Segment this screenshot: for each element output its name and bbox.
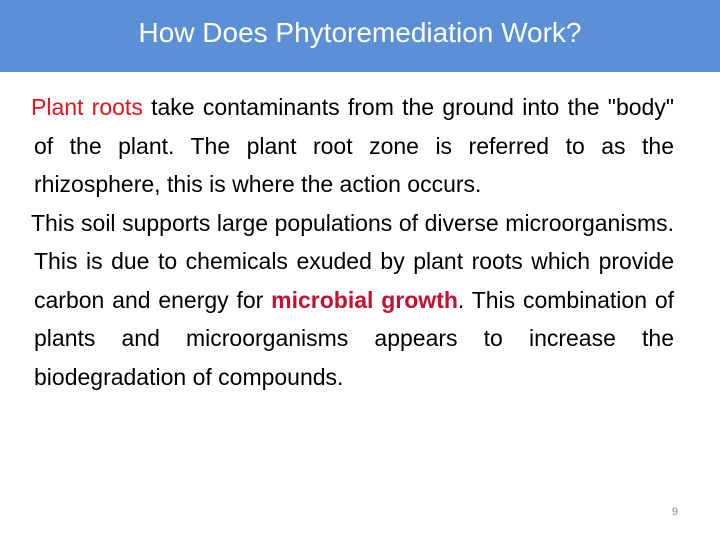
paragraph-1-text: take contaminants from the ground into the "body" of the plant. The plant root zone is referred to as the rhizosphere, this is where the action occurs. — [34, 94, 675, 197]
slide-title: How Does Phytoremediation Work? — [138, 17, 582, 48]
paragraph-2 — [31, 204, 675, 397]
highlight-plant-roots: Plant roots — [31, 94, 143, 120]
highlight-microbial-growth: microbial growth — [271, 286, 458, 313]
title-bar — [0, 0, 720, 72]
paragraph-2-text-after: . This combination of plants and microorganisms appears to increase the biodegradation of compounds. — [34, 286, 675, 390]
paragraph-1 — [31, 88, 675, 204]
page-number: 9 — [671, 506, 678, 518]
slide-body — [31, 88, 675, 396]
paragraph-2-text-before: This soil supports large populations of diverse microorganisms. This is due to chemicals exuded by plant roots which provide carbon and energy for — [31, 209, 674, 313]
